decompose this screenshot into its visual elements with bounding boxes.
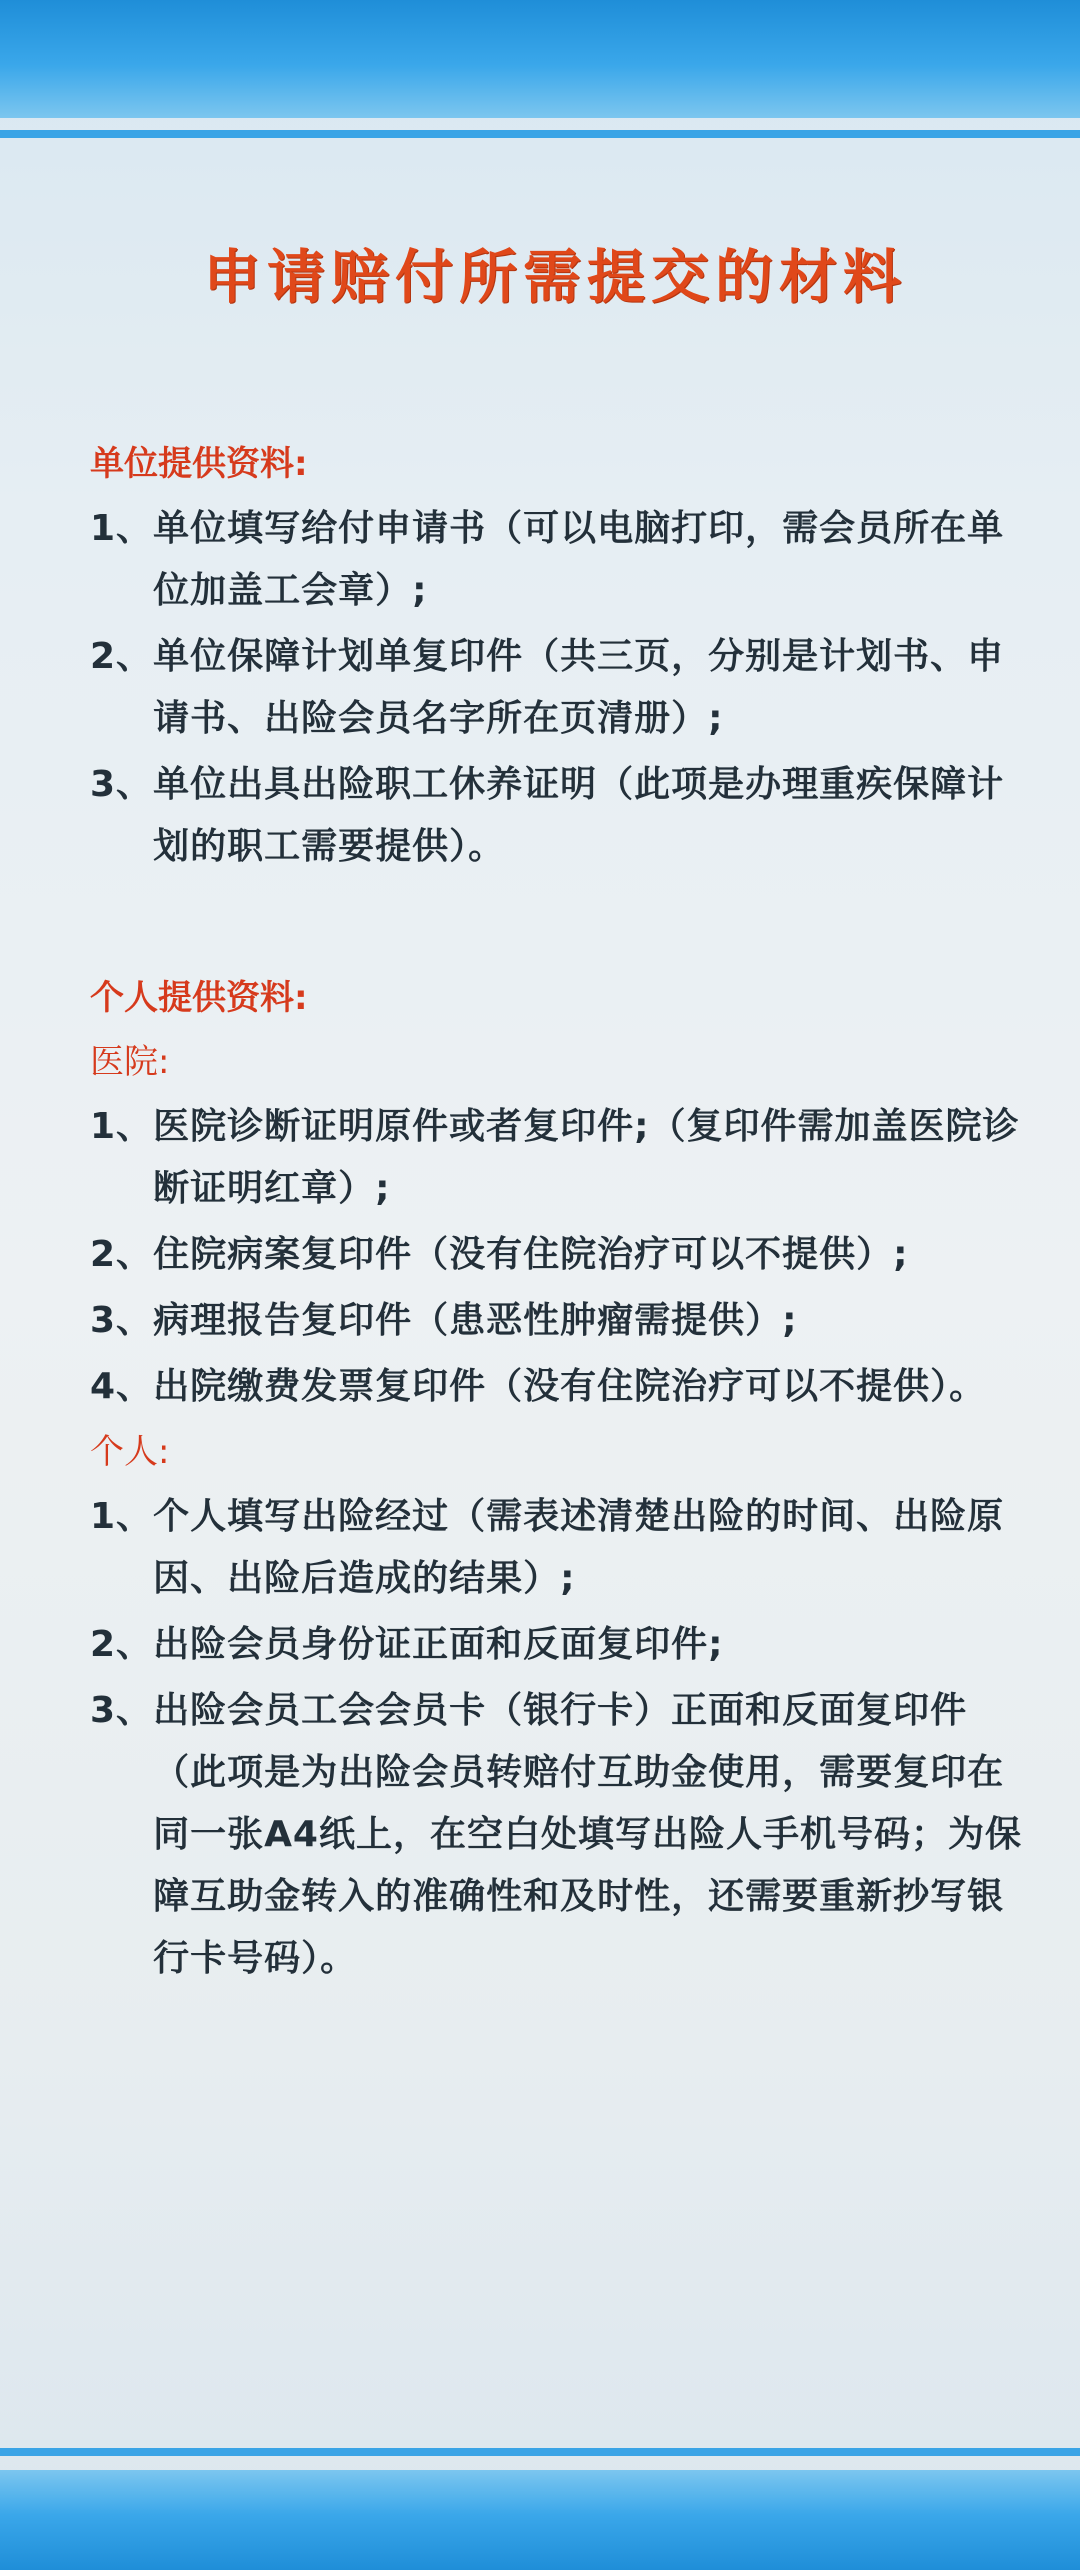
top-divider-line: [0, 130, 1080, 138]
list-item: [90, 498, 1030, 622]
item-text: 个人填写出险经过（需表述清楚出险的时间、出险原因、出险后造成的结果）;: [153, 1496, 1005, 1599]
list-item: [90, 1614, 1030, 1676]
item-number: 1、: [90, 508, 154, 549]
page-title: 申请赔付所需提交的材料: [202, 243, 907, 311]
item-text: 出险会员工会会员卡（银行卡）正面和反面复印件（此项是为出险会员转赔付互助金使用，需要复印在同一张A4纸上，在空白处填写出险人手机号码；为保障互助金转入的准确性和及时性，还需要重新抄写银行卡号码）。: [153, 1690, 1022, 1979]
item-text: 出院缴费发票复印件（没有住院治疗可以不提供）。: [153, 1366, 987, 1407]
item-number: 1、: [90, 1106, 154, 1147]
item-text: 住院病案复印件（没有住院治疗可以不提供）;: [153, 1234, 909, 1275]
item-text: 单位出具出险职工休养证明（此项是办理重疾保障计划的职工需要提供）。: [153, 764, 1005, 867]
hospital-subsection: [90, 1032, 1030, 1418]
item-text: 单位填写给付申请书（可以电脑打印，需会员所在单位加盖工会章）;: [153, 508, 1005, 611]
item-number: 4、: [90, 1366, 154, 1407]
item-number: 2、: [90, 1624, 154, 1665]
item-text: 单位保障计划单复印件（共三页，分别是计划书、申请书、出险会员名字所在页清册）;: [153, 636, 1005, 739]
list-item: [90, 1290, 1030, 1352]
item-number: 3、: [90, 1300, 154, 1341]
top-blue-band: [0, 0, 1080, 118]
list-item: [90, 1096, 1030, 1220]
list-item: [90, 626, 1030, 750]
item-number: 2、: [90, 1234, 154, 1275]
personal-section-heading: 个人提供资料:: [90, 978, 308, 1018]
item-number: 1、: [90, 1496, 154, 1537]
individual-subsection: [90, 1422, 1030, 1990]
list-item: [90, 1486, 1030, 1610]
item-text: 病理报告复印件（患恶性肿瘤需提供）;: [153, 1300, 798, 1341]
list-item: [90, 1224, 1030, 1286]
item-text: 医院诊断证明原件或者复印件;（复印件需加盖医院诊断证明红章）;: [153, 1106, 1020, 1209]
personal-section: [90, 968, 1030, 1990]
item-number: 3、: [90, 1690, 154, 1731]
item-text: 出险会员身份证正面和反面复印件;: [153, 1624, 724, 1665]
individual-heading: 个人:: [90, 1432, 170, 1472]
bottom-divider-line: [0, 2448, 1080, 2456]
item-number: 2、: [90, 636, 154, 677]
unit-section: [90, 434, 1030, 878]
bottom-blue-band: [0, 2470, 1080, 2570]
list-item: [90, 1356, 1030, 1418]
unit-section-heading: 单位提供资料:: [90, 444, 308, 484]
hospital-heading: 医院:: [90, 1042, 170, 1082]
document-content: [90, 230, 1030, 1990]
item-number: 3、: [90, 764, 154, 805]
list-item: [90, 754, 1030, 878]
list-item: [90, 1680, 1030, 1990]
